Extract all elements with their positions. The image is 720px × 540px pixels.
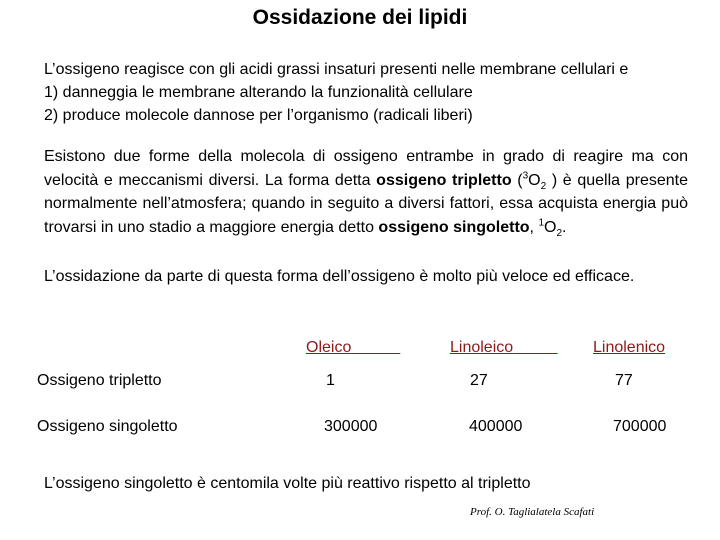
cell-singlet-linoleico: 400000 [469,418,523,435]
superscript: 3 [522,170,529,182]
column-header-linolenico: Linolenico [593,339,666,356]
row-label-triplet: Ossigeno tripletto [37,372,162,389]
oxygen-forms-paragraph [44,145,688,239]
para-text: O [544,218,557,236]
conclusion-text: L’ossigeno singoletto è centomila volte più reattivo rispetto al tripletto [44,475,531,492]
intro-point-2: 2) produce molecole dannose per l’organismo (radicali liberi) [44,107,473,124]
cell-triplet-linolenico: 77 [615,372,633,389]
subscript: 2 [556,227,563,239]
para-text: O [528,171,541,189]
subscript: 2 [540,180,547,192]
author-credit: Prof. O. Taglialatela Scafati [470,506,595,518]
cell-triplet-linoleico: 27 [470,372,488,389]
intro-line: L’ossigeno reagisce con gli acidi grassi insaturi presenti nelle membrane cellulari e [44,61,629,78]
oxidation-speed-text: L’ossidazione da parte di questa forma dell’ossigeno è molto più veloce ed efficace. [44,268,635,285]
para-text: , [529,218,539,236]
term-singlet-oxygen: ossigeno singoletto [378,218,530,236]
intro-point-1: 1) danneggia le membrane alterando la funzionalità cellulare [44,84,473,101]
para-text: ) è quella presente normalmente nell’atmosfera; quando in seguito a diversi fattori, essa acquista energia può trovarsi in uno stadio a maggiore energia detto [44,171,688,236]
column-header-oleico: Oleico [306,339,352,356]
column-header-linoleico: Linoleico [450,339,514,356]
cell-singlet-oleico: 300000 [324,418,378,435]
para-text: ( [511,171,523,189]
cell-singlet-linolenico: 700000 [613,418,667,435]
term-triplet-oxygen: ossigeno tripletto [376,171,512,189]
row-label-singlet: Ossigeno singoletto [37,418,178,435]
superscript: 1 [538,217,544,229]
intro-block [44,58,714,127]
para-text: . [562,218,567,236]
cell-triplet-oleico: 1 [326,372,335,389]
para-text: Esistono due forme della molecola di ossigeno entrambe in grado di reagire ma con velocità e meccanismi diversi. La forma detta [44,148,688,189]
page-title: Ossidazione dei lipidi [252,6,468,29]
